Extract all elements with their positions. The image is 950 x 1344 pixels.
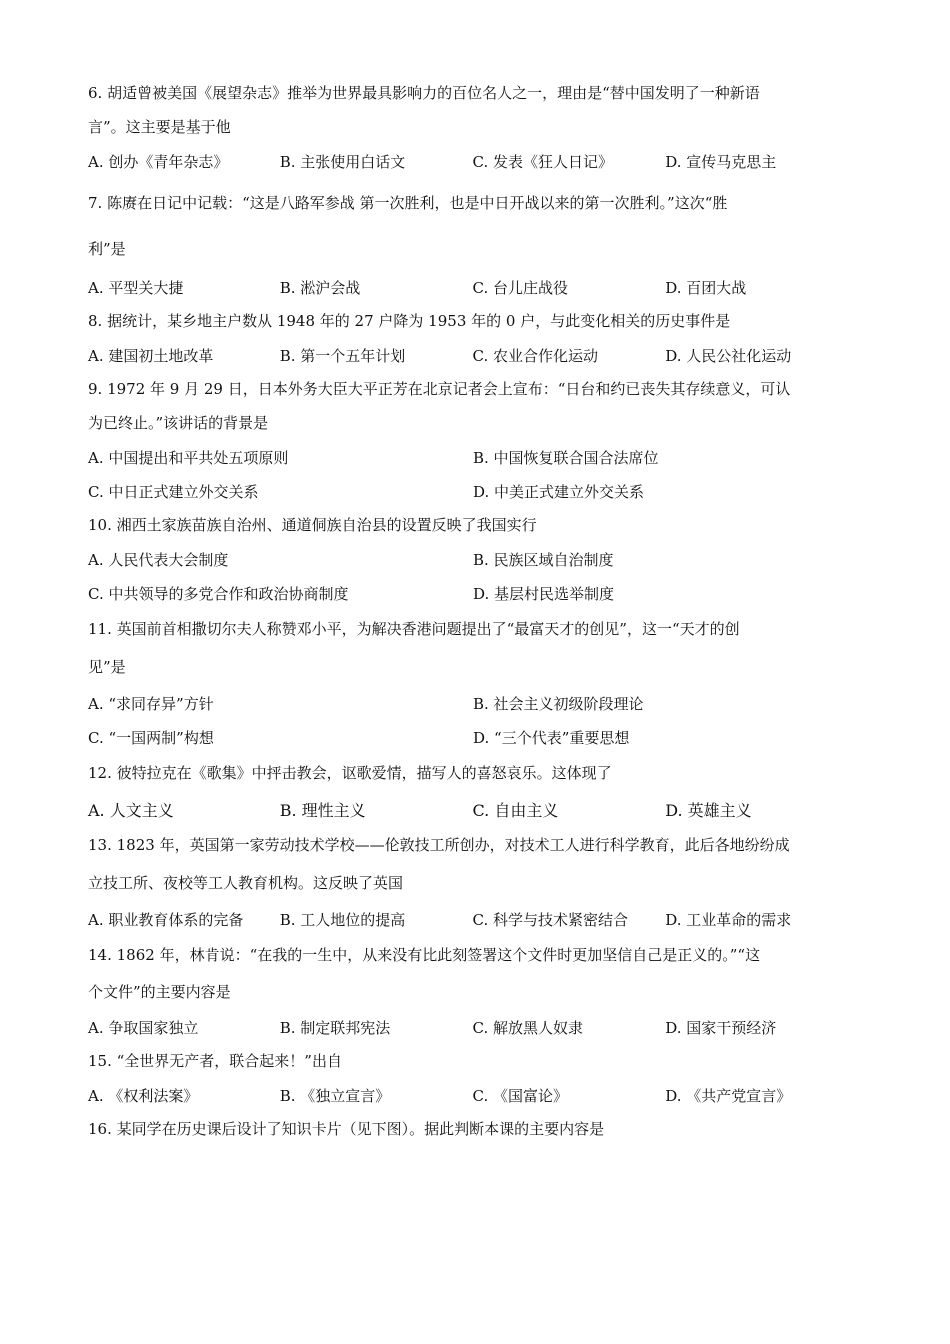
options-row: [88, 1078, 858, 1112]
options-row: [88, 440, 858, 474]
option-d[interactable]: D. 中美正式建立外交关系: [473, 482, 645, 501]
option-d[interactable]: D. 宣传马克思主: [665, 152, 777, 171]
question-16: [88, 1112, 858, 1146]
question-stem: 7. 陈赓在日记中记载：“这是八路军参战 第一次胜利，也是中日开战以来的第一次胜利。”这次“胜: [88, 194, 728, 212]
question-stem: 15. “全世界无产者，联合起来！”出自: [88, 1052, 342, 1070]
option-d[interactable]: D. 英雄主义: [665, 800, 752, 820]
option-b[interactable]: B. 淞沪会战: [279, 278, 361, 297]
exam-page: [88, 76, 858, 1146]
option-a[interactable]: A. 人民代表大会制度: [88, 550, 229, 569]
options-row: [88, 270, 858, 304]
question-stem-cont: 立技工所、夜校等工人教育机构。这反映了英国: [88, 874, 404, 892]
question-stem: 8. 据统计，某乡地主户数从 1948 年的 27 户降为 1953 年的 0 户，与此变化相关的历史事件是: [88, 312, 731, 330]
question-stem: 11. 英国前首相撒切尔夫人称赞邓小平，为解决香港问题提出了“最富天才的创见”，这一“天才的创: [88, 620, 740, 638]
option-b[interactable]: B. 主张使用白话文: [279, 152, 406, 171]
option-b[interactable]: B. 《独立宣言》: [279, 1086, 391, 1105]
question-stem: 9. 1972 年 9 月 29 日，日本外务大臣大平正芳在北京记者会上宣布：“日台和约已丧失其存续意义，可认: [88, 380, 791, 398]
option-a[interactable]: A. 人文主义: [88, 800, 174, 820]
options-row: [88, 686, 858, 720]
question-7: [88, 178, 858, 304]
question-stem: 16. 某同学在历史课后设计了知识卡片（见下图）。据此判断本课的主要内容是: [88, 1120, 605, 1138]
option-c[interactable]: C. 解放黑人奴隶: [472, 1018, 583, 1037]
option-b[interactable]: B. 制定联邦宪法: [279, 1018, 391, 1037]
option-b[interactable]: B. 理性主义: [279, 800, 366, 820]
question-stem-cont: 个文件”的主要内容是: [88, 983, 231, 1001]
option-a[interactable]: A. 建国初土地改革: [88, 346, 214, 365]
options-row: [88, 542, 858, 576]
question-stem: 6. 胡适曾被美国《展望杂志》推举为世界最具影响力的百位名人之一，理由是“替中国发明了一种新语: [88, 84, 760, 102]
option-c[interactable]: C. 台儿庄战役: [472, 278, 568, 297]
option-a[interactable]: A. 创办《青年杂志》: [88, 152, 229, 171]
option-d[interactable]: D. “三个代表”重要思想: [473, 728, 630, 747]
option-c[interactable]: C. 农业合作化运动: [472, 346, 598, 365]
question-stem: 14. 1862 年，林肯说：“在我的一生中，从来没有比此刻签署这个文件时更加坚信自己是正义的。”“这: [88, 946, 761, 964]
option-a[interactable]: A. 职业教育体系的完备: [88, 910, 244, 929]
options-row: [88, 1010, 858, 1044]
question-15: [88, 1044, 858, 1112]
option-b[interactable]: B. 民族区域自治制度: [473, 550, 614, 569]
question-stem-cont: 见”是: [88, 658, 126, 676]
option-a[interactable]: A. 《权利法案》: [88, 1086, 199, 1105]
option-c[interactable]: C. 科学与技术紧密结合: [472, 910, 628, 929]
options-row: [88, 576, 858, 610]
question-8: [88, 304, 858, 372]
options-row: [88, 792, 858, 826]
option-c[interactable]: C. “一国两制”构想: [88, 728, 214, 747]
option-b[interactable]: B. 第一个五年计划: [279, 346, 406, 365]
question-stem-cont: 言”。这主要是基于他: [88, 118, 231, 136]
question-stem: 10. 湘西土家族苗族自治州、通道侗族自治县的设置反映了我国实行: [88, 516, 537, 534]
options-row: [88, 474, 858, 508]
question-stem: 13. 1823 年，英国第一家劳动技术学校——伦敦技工所创办，对技术工人进行科学教育，此后各地纷纷成: [88, 836, 790, 854]
option-c[interactable]: C. 中日正式建立外交关系: [88, 482, 259, 501]
option-d[interactable]: D. 《共产党宣言》: [665, 1086, 792, 1105]
question-11: [88, 610, 858, 754]
option-c[interactable]: C. 《国富论》: [472, 1086, 568, 1105]
option-c[interactable]: C. 中共领导的多党合作和政治协商制度: [88, 584, 349, 603]
question-stem-cont: 为已终止。”该讲话的背景是: [88, 414, 269, 432]
option-c[interactable]: C. 发表《狂人日记》: [472, 152, 613, 171]
option-d[interactable]: D. 人民公社化运动: [665, 346, 792, 365]
question-stem: 12. 彼特拉克在《歌集》中抨击教会，讴歌爱情，描写人的喜怒哀乐。这体现了: [88, 764, 612, 782]
question-6: [88, 76, 858, 178]
question-10: [88, 508, 858, 610]
option-d[interactable]: D. 国家干预经济: [665, 1018, 777, 1037]
option-c[interactable]: C. 自由主义: [472, 800, 559, 820]
options-row: [88, 144, 858, 178]
options-row: [88, 902, 858, 936]
option-b[interactable]: B. 社会主义初级阶段理论: [473, 694, 644, 713]
question-13: [88, 826, 858, 936]
option-a[interactable]: A. “求同存异”方针: [88, 694, 214, 713]
option-a[interactable]: A. 平型关大捷: [88, 278, 184, 297]
options-row: [88, 338, 858, 372]
option-b[interactable]: B. 工人地位的提高: [279, 910, 406, 929]
question-12: [88, 754, 858, 826]
option-d[interactable]: D. 百团大战: [665, 278, 747, 297]
option-b[interactable]: B. 中国恢复联合国合法席位: [473, 448, 659, 467]
option-a[interactable]: A. 争取国家独立: [88, 1018, 199, 1037]
option-d[interactable]: D. 工业革命的需求: [665, 910, 792, 929]
question-14: [88, 936, 858, 1044]
question-stem-cont: 利”是: [88, 240, 126, 258]
option-a[interactable]: A. 中国提出和平共处五项原则: [88, 448, 289, 467]
option-d[interactable]: D. 基层村民选举制度: [473, 584, 615, 603]
options-row: [88, 720, 858, 754]
question-9: [88, 372, 858, 508]
